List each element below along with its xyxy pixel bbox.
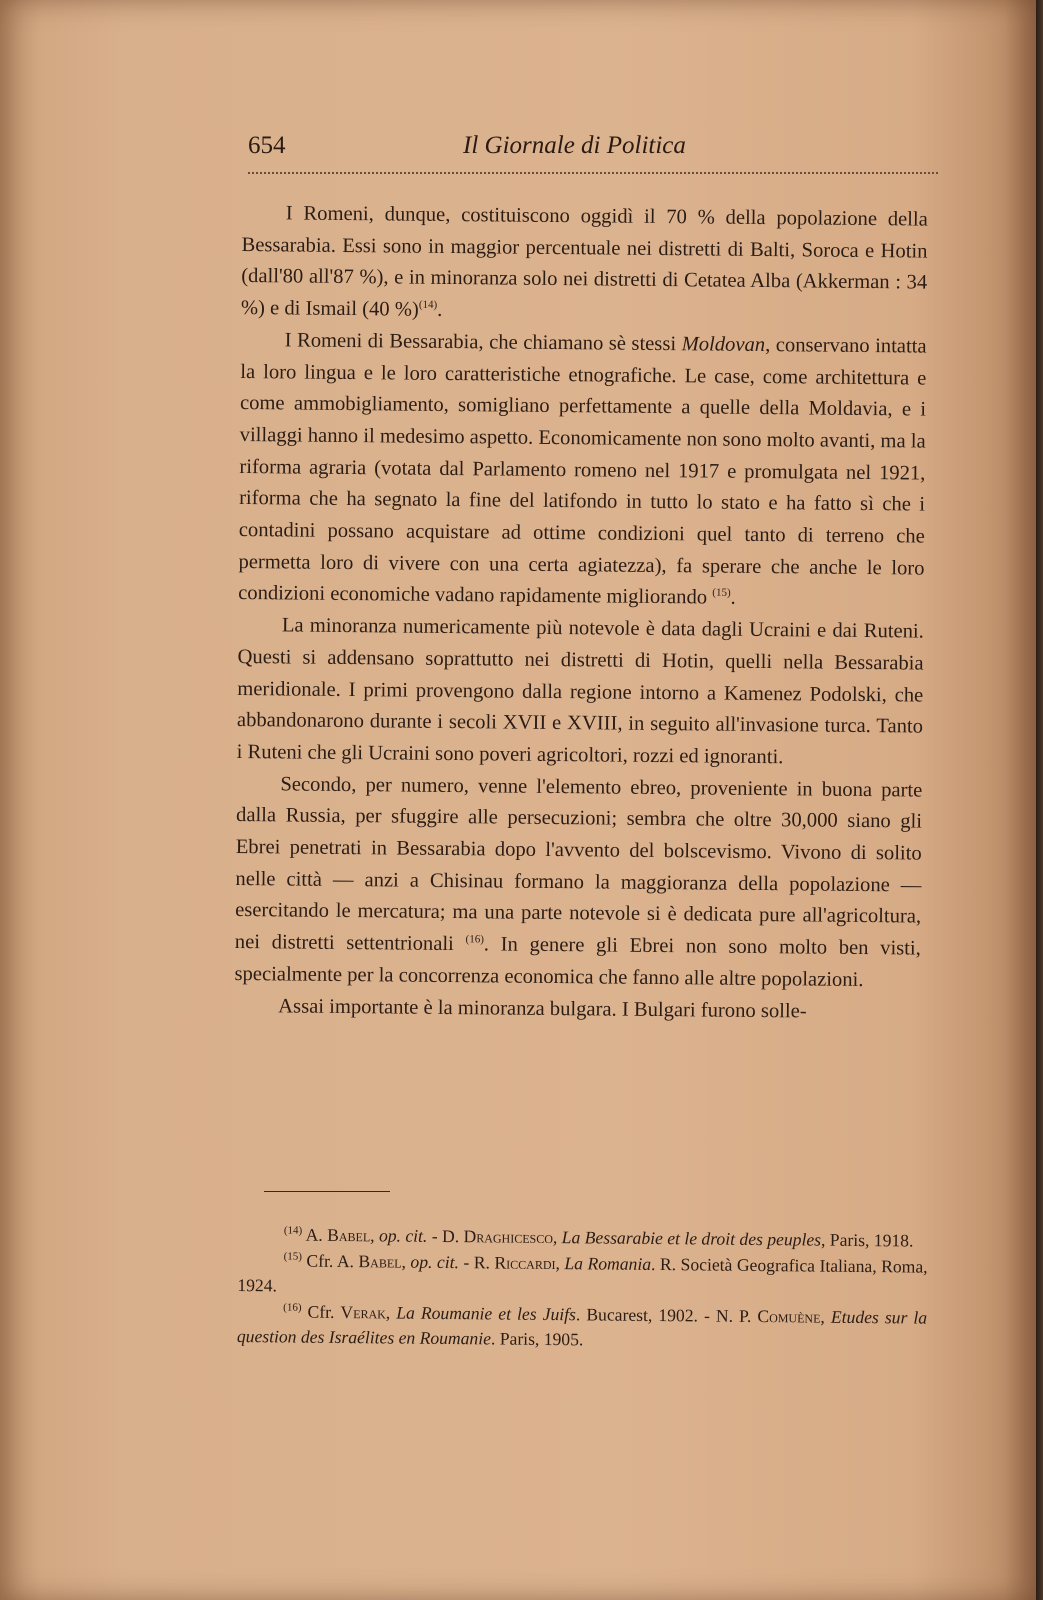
footnote: $^{(16)}$ Cfr. Verak, La Roumanie et les Juifs. Bucarest, 1902. - N. P. Comuène, Etudes sur la question des Israélites en Roumanie. Paris, 1905.	[236, 1301, 928, 1350]
header-rule	[248, 172, 938, 174]
emphasis: Moldovan	[681, 333, 766, 356]
footnote-ref: (16)	[465, 933, 484, 946]
footnote-rule	[264, 1191, 390, 1192]
footnote: $^{(15)}$ Cfr. A. Babel, op. cit. - R. Riccardi, La Romania. R. Società Geografica Italiana, Roma, 1924.	[237, 1250, 928, 1296]
page-header	[248, 128, 938, 168]
paragraph: I Romeni di Bessarabia, che chiamano sè stessi Moldovan, conservano intatta la loro lingua e le loro caratteristiche etnografiche. Le case, come architettura e come ammobigliamento, somigliano perfettamente a quelle della Moldavia, e i villaggi hanno il medesimo aspetto. Economicamente non sono molto avanti, ma la riforma agraria (votata dal Parlamento romeno nel 1917 e promulgata nel 1921, riforma che ha segnato la fine del latifondo in tutto lo stato e ha fatto sì che i contadini possano acquistare ad ottime condizioni quel tanto di terreno che permetta loro di vivere con una certa agiatezza), fa sperare che anche le loro condizioni economiche vadano rapidamente migliorando $^{(15)}$.	[238, 329, 927, 610]
paragraph: La minoranza numericamente più notevole è data dagli Ucraini e dai Ruteni. Questi si addensano soprattutto nei distretti di Hotin, quelli nella Bessarabia meridionale. I primi provengono dalla regione intorno a Kamenez Podolski, che abbandonarono durante i secoli XVII e XVIII, in seguito all'invasione turca. Tanto i Ruteni che gli Ucraini sono poveri agricoltori, rozzi ed ignoranti.	[236, 614, 924, 769]
running-title: Il Giornale di Politica	[463, 132, 686, 159]
footnote-ref: (15)	[712, 587, 731, 600]
footnote-ref: (14)	[418, 298, 438, 312]
paragraph: Secondo, per numero, venne l'elemento ebreo, proveniente in buona parte dalla Russia, per sfuggire alle persecuzioni; sembra che oltre 30,000 siano gli Ebrei penetrati in Bessarabia dopo l'avvento del bolscevismo. Vivono di solito nelle città — anzi a Chisinau formano la maggioranza della popolazione — esercitando le mercatura; ma una parte notevole si è dedicata pure all'agricoltura, nei distretti settentrionali $^{(16)}$. In genere gli Ebrei non sono molto ben visti, specialmente per la concorrenza economica che fanno alle altre popolazioni.	[234, 773, 923, 991]
book-spine-edge	[1036, 0, 1043, 1600]
footnote: $^{(14)}$ A. Babel, op. cit. - D. Draghicesco, La Bessarabie et le droit des peuples, Paris, 1918.	[283, 1224, 914, 1251]
paragraph: I Romeni, dunque, costituiscono oggidì il 70 % della popolazione della Bessarabia. Essi sono in maggior percentuale nei distretti di Balti, Soroca e Hotin (dall'80 all'87 %), e in minoranza solo nei distretti di Cetatea Alba (Akkerman : 34 %) e di Ismail (40 %)$^{(14)}$.	[240, 202, 928, 322]
footnotes	[237, 1222, 928, 1356]
paragraph: Assai importante è la minoranza bulgara. I Bulgari furono solle-	[278, 994, 807, 1023]
page-number: 654	[248, 132, 286, 159]
body-text	[234, 198, 928, 1029]
